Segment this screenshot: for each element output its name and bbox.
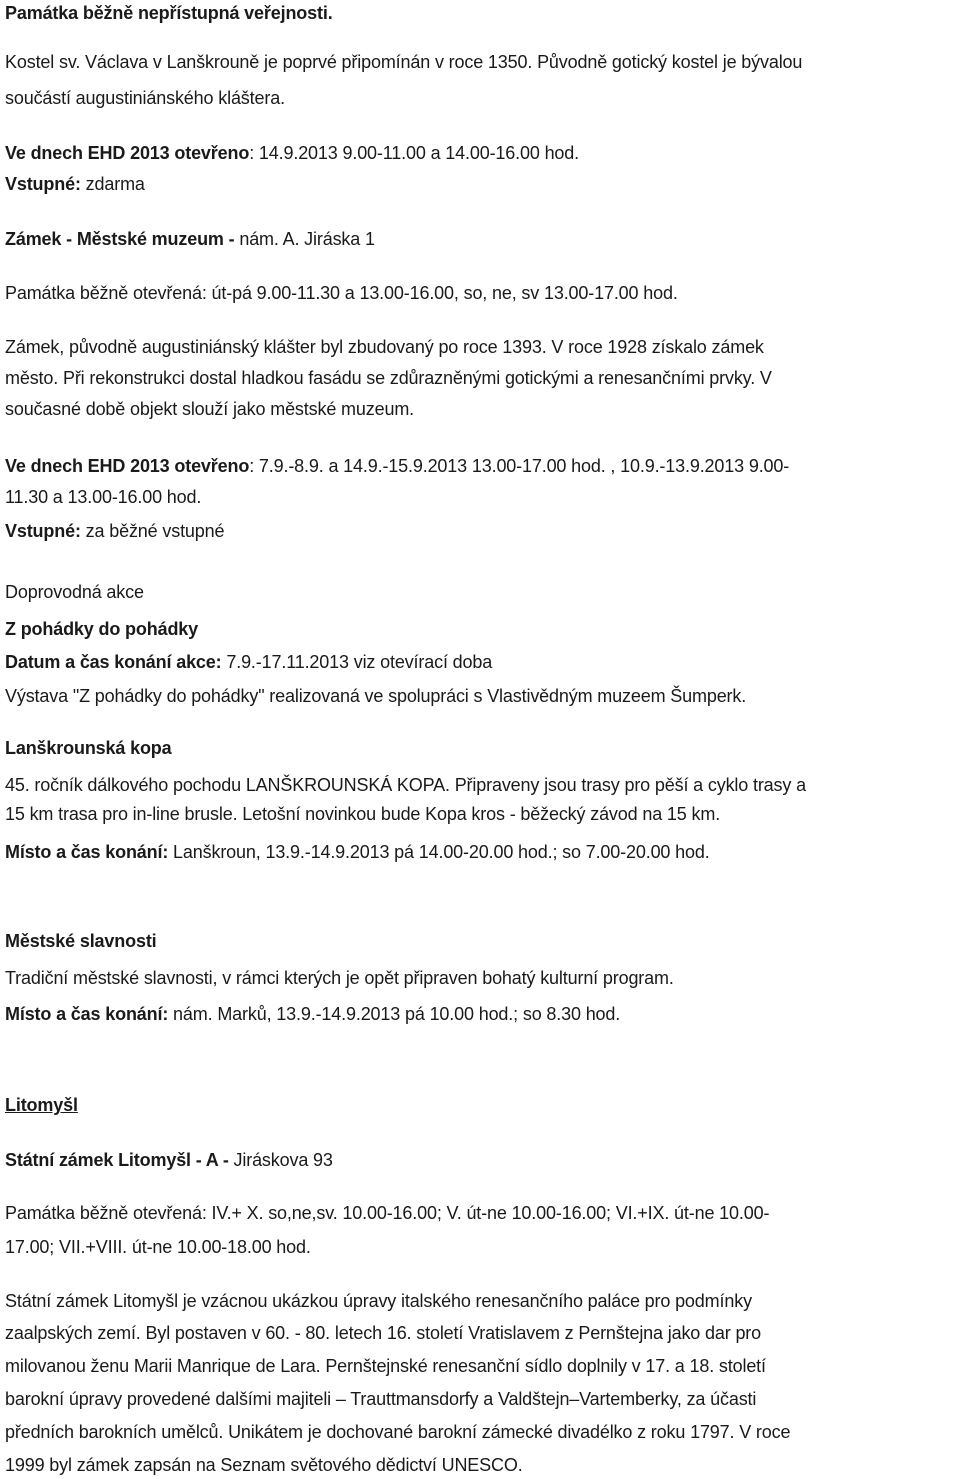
litomysl-desc-line-6: 1999 byl zámek zapsán na Seznam světového dědictví UNESCO. — [5, 1455, 523, 1475]
zamek-address: nám. A. Jiráska 1 — [234, 229, 375, 249]
fee-value: zdarma — [80, 174, 145, 194]
akce-heading: Doprovodná akce — [5, 582, 144, 602]
litomysl-hours-line-1: Památka běžně otevřená: IV.+ X. so,ne,sv. 10.00-16.00; V. út-ne 10.00-16.00; VI.+IX. út-ne 10.00- — [5, 1203, 770, 1223]
zamek-ehd-line-2: 11.30 a 13.00-16.00 hod. — [5, 487, 202, 507]
litomysl-desc-line-4: barokní úpravy provedené dalšími majiteli – Trauttmansdorfy a Valdštejn–Vartemberky, za účasti — [5, 1389, 757, 1409]
misto-value: nám. Marků, 13.9.-14.9.2013 pá 10.00 hod.; so 8.30 hod. — [168, 1004, 621, 1024]
litomysl-desc-line-1: Státní zámek Litomyšl je vzácnou ukázkou úpravy italského renesančního paláce pro podmínky — [5, 1291, 752, 1311]
kostel-desc-line-2: součástí augustiniánského kláštera. — [5, 88, 285, 108]
akce-datum-line — [5, 651, 492, 673]
kostel-fee-line — [5, 173, 145, 195]
slavnosti-desc: Tradiční městské slavnosti, v rámci kterých je opět připraven bohatý kulturní program. — [5, 968, 674, 988]
litomysl-zamek-title: Státní zámek Litomyšl - A - — [5, 1150, 229, 1170]
litomysl-desc-line-3: milovanou ženu Marii Manrique de Lara. Pernštejnské renesanční sídlo doplnily v 17. a 18. století — [5, 1356, 766, 1376]
fee-label: Vstupné: — [5, 174, 81, 194]
fee-value: za běžné vstupné — [80, 521, 225, 541]
kostel-ehd-line — [5, 142, 579, 164]
zamek-title: Zámek - Městské muzeum - — [5, 229, 235, 249]
zamek-heading — [5, 228, 375, 250]
litomysl-town-heading: Litomyšl — [5, 1095, 78, 1115]
litomysl-hours-line-2: 17.00; VII.+VIII. út-ne 10.00-18.00 hod. — [5, 1237, 311, 1257]
litomysl-desc-line-5: předních barokních umělců. Unikátem je dochované barokní zámecké divadélko z roku 1797. V roce — [5, 1422, 791, 1442]
zamek-hours: Památka běžně otevřená: út-pá 9.00-11.30 a 13.00-16.00, so, ne, sv 13.00-17.00 hod. — [5, 283, 678, 303]
kostel-status: Památka běžně nepřístupná veřejnosti. — [5, 3, 333, 23]
litomysl-desc-line-2: zaalpských zemí. Byl postaven v 60. - 80. letech 16. století Vratislavem z Pernštejna jako dar pro — [5, 1323, 762, 1343]
misto-label: Místo a čas konání: — [5, 842, 169, 862]
litomysl-zamek-heading — [5, 1149, 333, 1171]
zamek-desc-line-2: město. Při rekonstrukci dostal hladkou fasádu se zdůrazněnými gotickými a renesančními prvky. V — [5, 368, 772, 388]
slavnosti-title: Městské slavnosti — [5, 931, 157, 951]
akce-desc: Výstava "Z pohádky do pohádky" realizovaná ve spolupráci s Vlastivědným muzeem Šumperk. — [5, 686, 747, 706]
litomysl-address: Jiráskova 93 — [228, 1150, 333, 1170]
ehd-label: Ve dnech EHD 2013 otevřeno — [5, 456, 250, 476]
fee-label: Vstupné: — [5, 521, 81, 541]
ehd-value: : 14.9.2013 9.00-11.00 a 14.00-16.00 hod. — [249, 143, 579, 163]
kopa-title: Lanškrounská kopa — [5, 738, 172, 758]
misto-value: Lanškroun, 13.9.-14.9.2013 pá 14.00-20.00 hod.; so 7.00-20.00 hod. — [168, 842, 710, 862]
kopa-desc-line-1: 45. ročník dálkového pochodu LANŠKROUNSKÁ KOPA. Připraveny jsou trasy pro pěší a cyklo trasy a — [5, 775, 806, 795]
ehd-label: Ve dnech EHD 2013 otevřeno — [5, 143, 250, 163]
kostel-desc-line-1: Kostel sv. Václava v Lanškrouně je poprvé připomínán v roce 1350. Původně gotický kostel je bývalou — [5, 52, 803, 72]
misto-label: Místo a čas konání: — [5, 1004, 169, 1024]
slavnosti-misto-line — [5, 1003, 620, 1025]
datum-value: 7.9.-17.11.2013 viz otevírací doba — [221, 652, 493, 672]
zamek-fee-line — [5, 520, 224, 542]
zamek-desc-line-3: současné době objekt slouží jako městské muzeum. — [5, 399, 415, 419]
ehd-value: : 7.9.-8.9. a 14.9.-15.9.2013 13.00-17.00 hod. , 10.9.-13.9.2013 9.00- — [249, 456, 790, 476]
kopa-misto-line — [5, 841, 710, 863]
datum-label: Datum a čas konání akce: — [5, 652, 222, 672]
zamek-desc-line-1: Zámek, původně augustiniánský klášter byl zbudovaný po roce 1393. V roce 1928 získalo zámek — [5, 337, 764, 357]
akce-title: Z pohádky do pohádky — [5, 619, 199, 639]
zamek-ehd-line-1 — [5, 455, 789, 477]
kopa-desc-line-2: 15 km trasa pro in-line brusle. Letošní novinkou bude Kopa kros - běžecký závod na 15 km. — [5, 804, 721, 824]
